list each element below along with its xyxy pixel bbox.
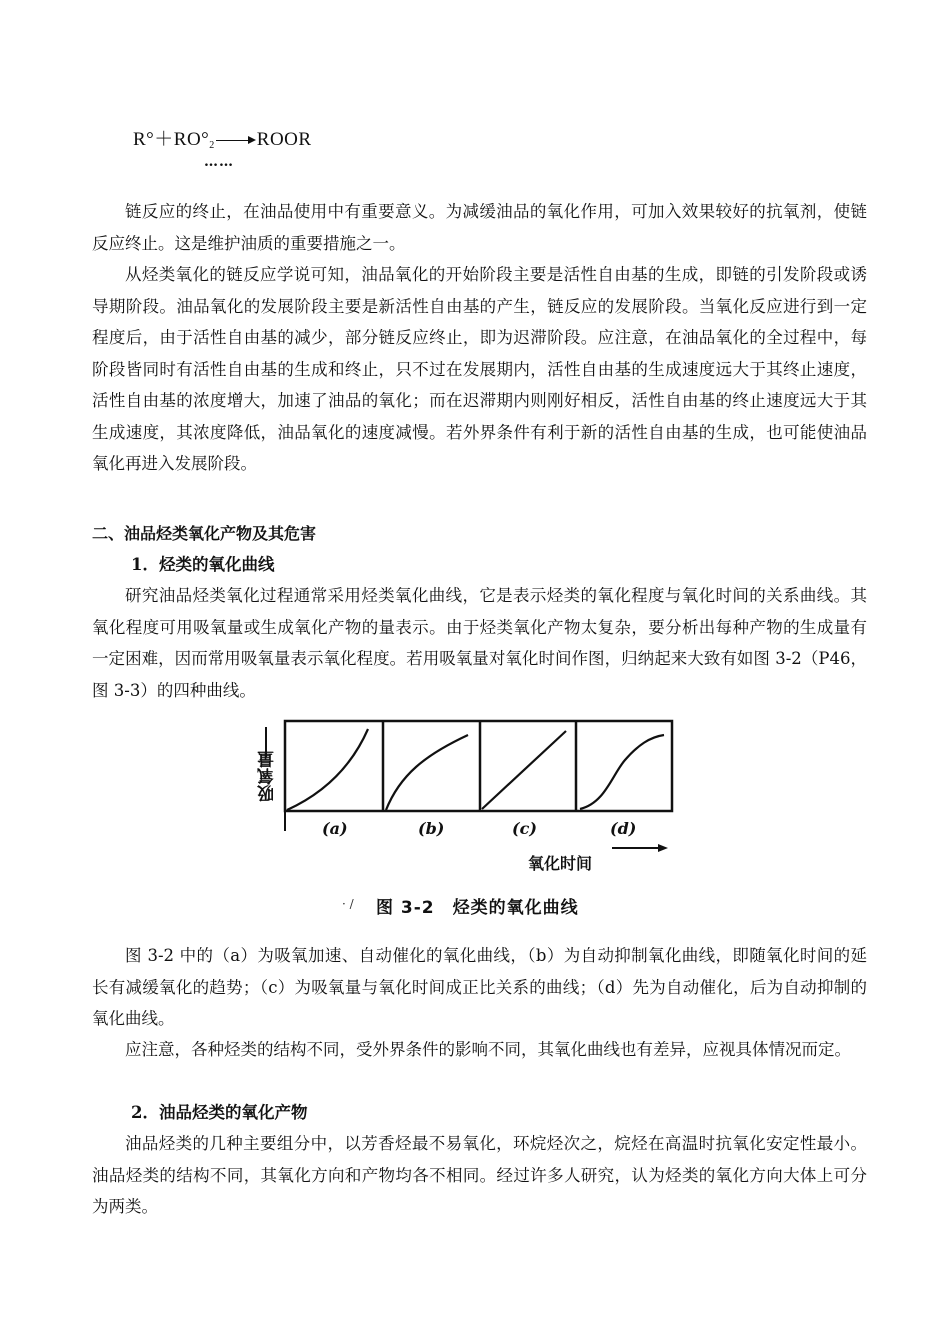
paragraph-structure-note: 应注意，各种烃类的结构不同，受外界条件的影响不同，其氧化曲线也有差异，应视具体情况而定。 xyxy=(125,1040,851,1059)
paragraph-chain-termination: 链反应的终止，在油品使用中有重要意义。为减缓油品的氧化作用，可加入效果较好的抗氧剂，使链反应终止。这是维护油质的重要措施之一。 xyxy=(92,202,867,253)
figure-oxidation-curves xyxy=(250,715,690,920)
formula-product: ROOR xyxy=(256,129,312,150)
figure-mark: · / xyxy=(342,897,354,911)
curve-d xyxy=(580,735,664,809)
paragraph-figure-explanation: 图 3-2 中的（a）为吸氧加速、自动催化的氧化曲线，（b）为自动抑制氧化曲线，即随氧化时间的延长有减缓氧化的趋势；（c）为吸氧量与氧化时间成正比关系的曲线；（d）先为自动催化，后为自动抑制的氧化曲线。 xyxy=(92,946,867,1028)
panel-label-b: (b) xyxy=(418,819,445,838)
subsection-heading-1: 1．烃类的氧化曲线 xyxy=(131,555,275,574)
paragraph-oxidation-products: 油品烃类的几种主要组分中，以芳香烃最不易氧化，环烷烃次之，烷烃在高温时抗氧化安定性最小。油品烃类的结构不同，其氧化方向和产物均各不相同。经过许多人研究，认为烃类的氧化方向大体上可分为两类。 xyxy=(92,1134,867,1216)
formula-subscript: 2 xyxy=(209,140,215,151)
paragraph-chain-theory: 从烃类氧化的链反应学说可知，油品氧化的开始阶段主要是活性自由基的生成，即链的引发阶段或诱导期阶段。油品氧化的发展阶段主要是新活性自由基的产生，链反应的发展阶段。当氧化反应进行到一定程度后，由于活性自由基的减少，部分链反应终止，即为迟滞阶段。应注意，在油品氧化的全过程中，每阶段皆同时有活性自由基的生成和终止，只不过在发展期内，活性自由基的生成速度远大于其终止速度，活性自由基的浓度增大，加速了油品的氧化；而在迟滞期内则刚好相反，活性自由基的终止速度远大于其生成速度，其浓度降低，油品氧化的速度减慢。若外界条件有利于新的活性自由基的生成，也可能使油品氧化再进入发展阶段。 xyxy=(92,265,867,473)
panel-label-d: (d) xyxy=(610,819,637,838)
panel-label-a: (a) xyxy=(322,819,348,838)
curve-c xyxy=(482,731,566,809)
figure-number: 图 3-2 xyxy=(376,898,435,918)
subsection-heading-2: 2．油品烃类的氧化产物 xyxy=(131,1103,308,1122)
reaction-formula xyxy=(133,124,312,151)
paragraph-oxidation-curve: 研究油品烃类氧化过程通常采用烃类氧化曲线，它是表示烃类的氧化程度与氧化时间的关系曲线。其氧化程度可用吸氧量或生成氧化产物的量表示。由于烃类氧化产物太复杂，要分析出每种产物的生成量有一定困难，因而常用吸氧量表示氧化程度。若用吸氧量对氧化时间作图，归纳起来大致有如图 3-2（P46，图 3-3）的四种曲线。 xyxy=(92,586,867,700)
reaction-arrow-icon xyxy=(216,135,256,147)
curves-diagram xyxy=(250,715,690,920)
figure-caption xyxy=(376,893,579,918)
panel-label-c: (c) xyxy=(512,819,537,838)
figure-frame xyxy=(285,721,672,811)
x-axis-label: 氧化时间 xyxy=(528,854,593,873)
curve-b xyxy=(386,735,468,810)
figure-title: 烃类的氧化曲线 xyxy=(452,898,579,918)
x-axis-arrowhead-icon xyxy=(658,844,668,852)
curve-a xyxy=(287,729,368,810)
y-axis-label: 吸氧量 xyxy=(258,751,278,802)
formula-ellipsis: …… xyxy=(204,154,234,170)
section-heading: 二、油品烃类氧化产物及其危害 xyxy=(92,524,317,543)
formula-reactants: R°＋RO° xyxy=(133,129,210,150)
